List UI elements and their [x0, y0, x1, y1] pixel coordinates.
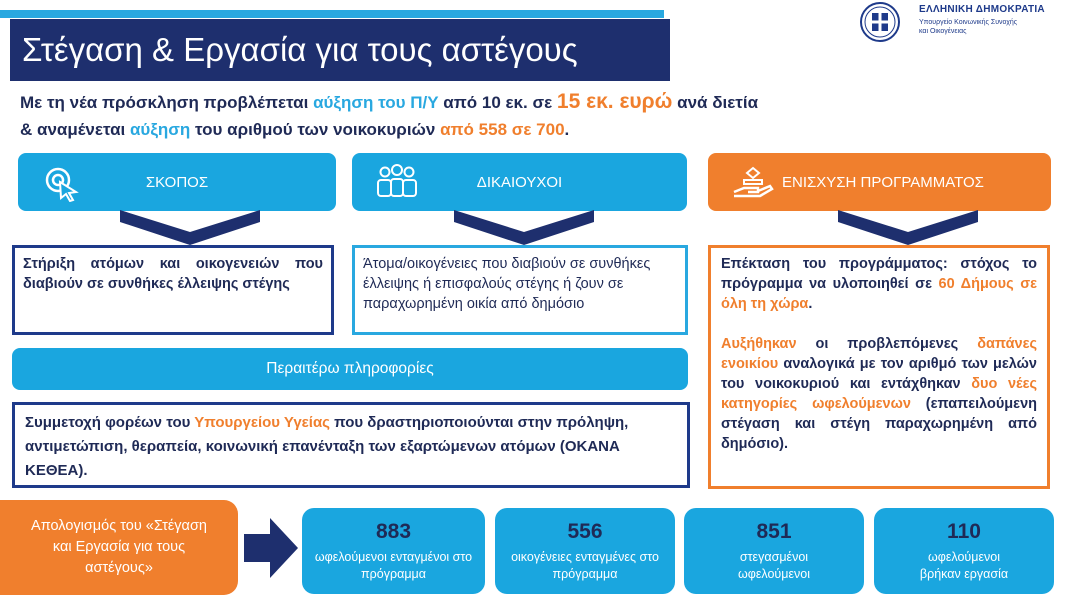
greek-seal-icon — [853, 0, 907, 44]
ministry-logo — [853, 0, 1068, 44]
skopos-label: ΣΚΟΠΟΣ — [145, 173, 209, 191]
stat-card — [874, 508, 1054, 594]
enisxysi-chevron — [838, 210, 978, 245]
dikaiouxoi-text: Άτομα/οικογένειες που διαβιούν σε συνθήκες έλλειψης ή επισφαλούς στέγης ή ζουν σε παραχωρημένη οικία από δημόσιο — [363, 256, 651, 312]
stat-card — [495, 508, 675, 594]
stat-label: ωφελούμενοι ενταγμένοι στο πρόγραμμα — [314, 550, 473, 581]
dikaiouxoi-box — [352, 245, 688, 335]
more-info-bar: Περαιτέρω πληροφορίες — [12, 348, 688, 390]
more-info-box: Συμμετοχή φορέων του Υπουργείου Υγείας που δραστηριοποιούνται στην πρόληψη, αντιμετώπιση, θεραπεία, κοινωνική επανένταξη των εξαρτώμενων ατόμων (ΟΚΑΝΑ ΚΕΘΕΑ). — [12, 402, 690, 488]
enisxysi-paragraph-1: Επέκταση του προγράμματος: στόχος το πρόγραμμα να υλοποιηθεί σε 60 Δήμους σε όλη τη χώρα. — [721, 256, 1038, 312]
enisxysi-label: ΕΝΙΣΧΥΣΗ ΠΡΟΓΡΑΜΜΑΤΟΣ — [782, 173, 984, 191]
enisxysi-header — [708, 153, 1051, 211]
stat-label: στεγασμένοι ωφελούμενοι — [737, 550, 811, 581]
arrow-right-icon — [244, 518, 298, 578]
hand-support-icon — [728, 162, 778, 202]
cursor-click-icon — [38, 162, 88, 202]
skopos-text: Στήριξη ατόμων και οικογενειών που διαβιούν σε συνθήκες έλλειψης στέγης — [23, 256, 323, 292]
intro-text: Με τη νέα πρόσκληση προβλέπεται αύξηση του Π/Υ από 10 εκ. σε 15 εκ. ευρώ ανά διετία & αναμένεται αύξηση του αριθμού των νοικοκυριών από 558 σε 700. — [20, 90, 759, 139]
report-label: Απολογισμός του «Στέγαση και Εργασία για τους αστέγους» — [0, 500, 238, 595]
skopos-chevron — [120, 210, 260, 245]
enisxysi-box — [708, 245, 1050, 489]
stat-value: 556 — [567, 520, 603, 543]
enisxysi-paragraph-2: Αυξήθηκαν οι προβλεπόμενες δαπάνες ενοικίου αναλογικά με τον αριθμό των μελών του νοικοκυριού και εντάχθηκαν δυο νέες κατηγορίες ωφελούμενων (επαπειλούμενη στέγαση και στέγη παραχωρημένη από δημόσιο). — [721, 336, 1037, 452]
dikaiouxoi-chevron — [454, 210, 594, 245]
stat-label: ωφελούμενοι βρήκαν εργασία — [919, 550, 1009, 581]
stat-value: 110 — [947, 520, 981, 543]
people-group-icon — [372, 162, 422, 202]
logo-title: ΕΛΛΗΝΙΚΗ ΔΗΜΟΚΡΑΤΙΑ — [919, 4, 1045, 15]
stat-value: 883 — [375, 520, 412, 543]
stat-card — [302, 508, 485, 594]
dikaiouxoi-label: ΔΙΚΑΙΟΥΧΟΙ — [476, 173, 563, 191]
stat-value: 851 — [756, 520, 792, 543]
skopos-header — [18, 153, 336, 211]
stat-label: οικογένειες ενταγμένες στο πρόγραμμα — [511, 550, 659, 581]
logo-ministry: Υπουργείο Κοινωνικής Συνοχής και Οικογένειας — [919, 19, 1018, 35]
stat-card — [684, 508, 864, 594]
dikaiouxoi-header — [352, 153, 687, 211]
title-accent-bar — [0, 10, 664, 18]
page-title: Στέγαση & Εργασία για τους αστέγους — [10, 19, 670, 81]
skopos-box — [12, 245, 334, 335]
